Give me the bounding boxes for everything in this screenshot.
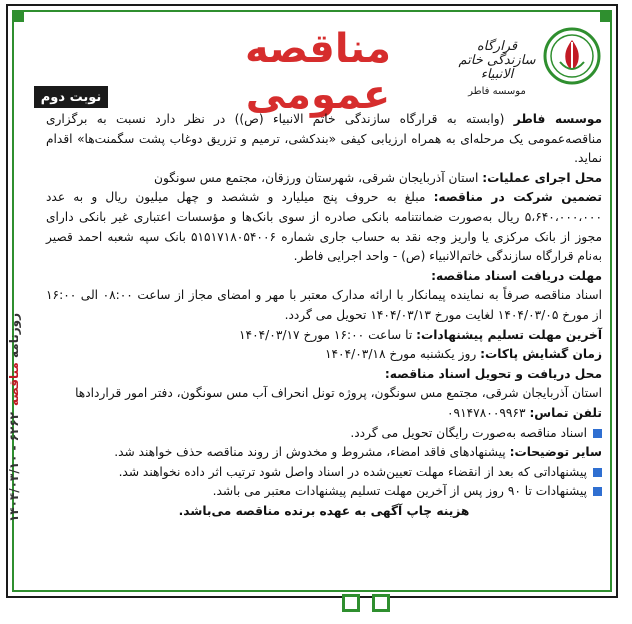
guarantee-paragraph — [46, 188, 602, 266]
phone-number: ۰۹۱۴۷۸۰۰۹۹۶۳ — [447, 405, 530, 420]
other-notes-text: پیشنهادهای فاقد امضاء، مشروط و مخدوش از روند مناقصه حذف خواهند شد. — [114, 445, 510, 460]
iran-emblem-icon — [542, 26, 602, 86]
submission-deadline-label: آخرین مهلت تسلیم پیشنهادات: — [416, 327, 602, 342]
location-paragraph — [46, 169, 602, 189]
guarantee-text: مبلغ به حروف پنج میلیارد و ششصد و چهل میلیون ریال و به عدد ۵،۶۴۰،۰۰۰،۰۰۰ ریال به‌صورت ضمانتنامه بانکی صادره از سوی بانک‌ها و مؤسسات اعتباری غیر بانکی دارای مجوز از بانک مرکزی یا واریز وجه نقد به حساب جاری شماره ۵۱۵۱۷۱۸۰۵۴۰۰۶ بانک سپه شعبه احمد قصیر به‌نام قرارگاه سازندگی خاتم‌الانبیاء (ص) - واحد اجرایی فاطر. — [46, 190, 602, 264]
submission-deadline-text: تا ساعت ۱۶:۰۰ مورخ ۱۴۰۴/۰۳/۱۷ — [239, 327, 417, 342]
opening-text: روز یکشنبه مورخ ۱۴۰۴/۰۳/۱۸ — [324, 347, 481, 362]
issue-number-date: ۶۲۶۲ - ۱۴۰۴/۰۳/۱۰ — [7, 412, 21, 522]
note-item — [46, 424, 602, 444]
note-free-documents: اسناد مناقصه به‌صورت رایگان تحویل می گردد. — [350, 425, 587, 440]
org-logo-script: قرارگاه سازندگی خاتم الانبیاء — [458, 39, 536, 82]
newspaper-side-label — [2, 236, 26, 522]
ad-content — [28, 16, 608, 586]
other-notes-label: سایر توضیحات: — [509, 445, 602, 460]
opening-paragraph — [46, 345, 602, 365]
documents-deadline-text: اسناد مناقصه صرفاً به نماینده پیمانکار با ارائه مدارک معتبر با مهر و امضای مجاز از ساعت ۰۸:۰۰ الی ۱۶:۰۰ از مورخ ۱۴۰۴/۰۳/۰۵ لغایت مورخ ۱۴۰۴/۰۳/۱۳ تحویل می گردد. — [46, 288, 602, 322]
bullet-icon — [593, 487, 602, 496]
corner-square — [12, 10, 24, 22]
phone-paragraph — [46, 404, 602, 424]
newspaper-brand-text: روزنامه — [7, 313, 21, 359]
phone-label: تلفن تماس: — [529, 405, 602, 420]
note-late-submissions: پیشنهاداتی که بعد از انقضاء مهلت تعیین‌شده در اسناد واصل شود ترتیب اثر داده نخواهند شد. — [118, 464, 587, 479]
org-logo-subtitle: موسسه فاطر — [468, 86, 526, 97]
guarantee-label: تضمین شرکت در مناقصه: — [433, 190, 603, 205]
delivery-location-text: استان آذربایجان شرقی، مجتمع مس سونگون، پروژه تونل انحراف آب مس سونگون، دفتر امور قراردادها — [75, 386, 602, 401]
submission-deadline-paragraph — [46, 326, 602, 346]
location-text: استان آذربایجان شرقی، شهرستان ورزقان، مجتمع مس سونگون — [154, 170, 483, 185]
bottom-square-icon — [372, 594, 390, 612]
other-notes-paragraph — [46, 443, 602, 463]
documents-deadline-label: مهلت دریافت اسناد مناقصه: — [431, 268, 602, 283]
note-validity-period: پیشنهادات تا ۹۰ روز پس از آخرین مهلت تسلیم پیشنهادات معتبر می باشد. — [212, 484, 587, 499]
opening-label: زمان گشایش پاکات: — [480, 347, 602, 362]
intro-paragraph — [46, 110, 602, 169]
page-title: مناقصه عمومی — [245, 26, 391, 118]
note-item — [46, 463, 602, 483]
location-label: محل اجرای عملیات: — [482, 170, 602, 185]
note-item — [46, 482, 602, 502]
delivery-location-label: محل دریافت و تحویل اسناد مناقصه: — [384, 366, 602, 381]
ad-body — [46, 110, 602, 521]
newspaper-brand-accent: مناقصه — [7, 362, 21, 406]
bullet-icon — [593, 468, 602, 477]
round-badge: نوبت دوم — [34, 86, 108, 108]
org-name: موسسه فاطر — [513, 112, 603, 126]
ad-header — [28, 20, 608, 118]
intro-text: (وابسته به قرارگاه سازندگی خاتم الانبیاء (ص)) در نظر دارد نسبت به برگزاری مناقصه‌عمومی یک مرحله‌ای به همراه ارزیابی کیفی «بندکشی، ترمیم و تزریق دوغاب پشت سگمنت‌ها» اقدام نماید. — [46, 112, 602, 166]
bottom-decoration — [12, 588, 612, 612]
newspaper-brand — [7, 313, 21, 406]
org-logo — [456, 40, 538, 100]
bullet-icon — [593, 429, 602, 438]
footer-note: هزینه چاپ آگهی به عهده برنده مناقصه می‌باشد. — [178, 503, 470, 518]
bottom-square-icon — [342, 594, 360, 612]
